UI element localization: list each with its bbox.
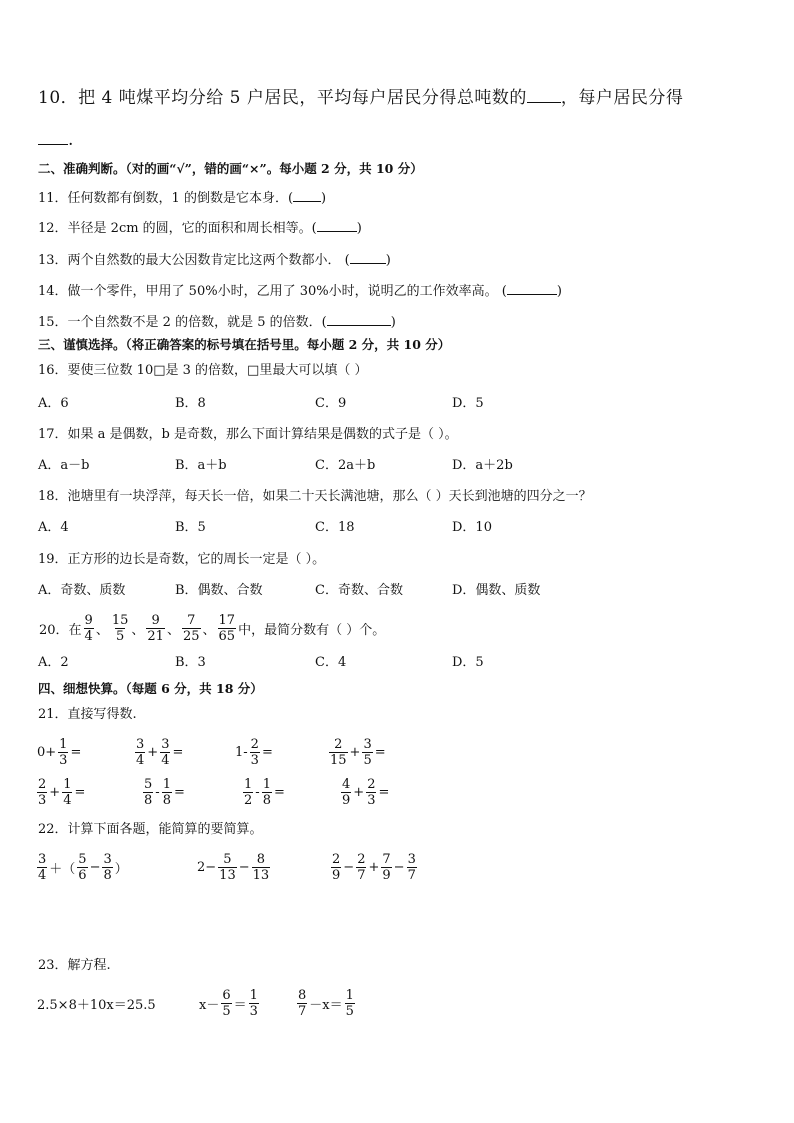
fraction: $\frac{17}{65}$ [218, 612, 236, 644]
equation-1: 2.5×8＋10x＝25.5 [37, 997, 156, 1013]
arith-item: $\frac{5}{8}$ - $\frac{1}{8}$ = [144, 776, 185, 808]
fraction: $\frac{15}{5}$ [111, 612, 129, 644]
option-c[interactable]: C．4 [315, 655, 347, 670]
question-11: 11．任何数都有倒数，1 的倒数是它本身．( ) [38, 187, 326, 208]
answer-blank[interactable] [317, 217, 357, 232]
arith-item: $\frac{4}{9}$ + $\frac{2}{3}$ = [342, 776, 390, 808]
question-22-title: 22．计算下面各题，能简算的要简算。 [38, 822, 263, 837]
question-14: 14．做一个零件，甲用了 50%小时，乙用了 30%小时，说明乙的工作效率高。 ( ) [38, 280, 562, 301]
arith-item: 1- $\frac{2}{3}$ = [235, 736, 273, 768]
arith-item: $\frac{1}{2}$ - $\frac{1}{8}$ = [244, 776, 285, 808]
option-a[interactable]: A．6 [38, 396, 69, 411]
question-10-text-c: . [68, 130, 74, 150]
option-c[interactable]: C．9 [315, 396, 347, 411]
option-c[interactable]: C．18 [315, 520, 355, 535]
answer-blank[interactable] [527, 88, 561, 103]
option-d[interactable]: D．偶数、质数 [452, 583, 541, 598]
option-b[interactable]: B．5 [175, 520, 206, 535]
option-a[interactable]: A．4 [38, 520, 69, 535]
answer-blank[interactable] [350, 249, 386, 264]
fraction: $\frac{7}{25}$ [182, 612, 200, 644]
question-12: 12．半径是 2cm 的圆，它的面积和周长相等。( ) [38, 217, 362, 238]
question-15: 15．一个自然数不是 2 的倍数，就是 5 的倍数．( ) [38, 311, 396, 332]
option-d[interactable]: D．a＋2b [452, 458, 513, 473]
option-a[interactable]: A．2 [38, 655, 69, 670]
option-b[interactable]: B．8 [175, 396, 206, 411]
option-d[interactable]: D．5 [452, 396, 484, 411]
arith-item: $\frac{2}{15}$ + $\frac{3}{5}$ = [330, 736, 386, 768]
question-20: 20．在 $\frac{9}{4}$ 、 $\frac{15}{5}$ 、 $\frac{9}{21}$ 、 $\frac{7}{25}$ 、 $\frac{17}{65}$ 中，最简分数有（ ）个。 [39, 612, 386, 644]
option-d[interactable]: D．10 [452, 520, 492, 535]
answer-blank[interactable] [293, 187, 321, 202]
option-d[interactable]: D．5 [452, 655, 484, 670]
question-10 [38, 88, 683, 107]
expression-2: 2− $\frac{5}{13}$ − $\frac{8}{13}$ [197, 851, 270, 883]
arith-item: $\frac{3}{4}$ + $\frac{3}{4}$ = [136, 736, 184, 768]
section-4-heading: 四、细想快算。（每题 6 分，共 18 分） [38, 681, 263, 696]
question-10-text-b: ，每户居民分得 [560, 88, 684, 108]
question-19: 19．正方形的边长是奇数，它的周长一定是（ ）。 [38, 552, 326, 567]
question-10-text-a: 10．把 4 吨煤平均分给 5 户居民，平均每户居民分得总吨数的 [38, 88, 527, 108]
expression-3: $\frac{2}{9}$ − $\frac{2}{7}$ + $\frac{7}{9}$ − $\frac{3}{7}$ [332, 851, 416, 883]
option-a[interactable]: A．奇数、质数 [38, 583, 126, 598]
equation-3: $\frac{8}{7}$ －x＝ $\frac{1}{5}$ [298, 987, 354, 1019]
option-b[interactable]: B．偶数、合数 [175, 583, 263, 598]
answer-blank[interactable] [507, 280, 557, 295]
arith-item: $\frac{2}{3}$ + $\frac{1}{4}$ = [38, 776, 86, 808]
question-21-title: 21．直接写得数. [38, 707, 137, 722]
answer-blank[interactable] [38, 130, 68, 145]
option-c[interactable]: C．奇数、合数 [315, 583, 403, 598]
equation-2: x－ $\frac{6}{5}$ ＝ $\frac{1}{3}$ [199, 987, 258, 1019]
question-18: 18．池塘里有一块浮萍，每天长一倍，如果二十天长满池塘，那么（ ）天长到池塘的四分之一？ [38, 489, 592, 504]
option-b[interactable]: B．a＋b [175, 458, 227, 473]
question-16: 16．要使三位数 10□是 3 的倍数，□里最大可以填（ ） [38, 363, 368, 378]
option-c[interactable]: C．2a＋b [315, 458, 376, 473]
section-3-heading: 三、谨慎选择。（将正确答案的标号填在括号里。每小题 2 分，共 10 分） [38, 337, 451, 352]
answer-blank[interactable] [327, 311, 391, 326]
question-23-title: 23．解方程. [38, 958, 111, 973]
option-b[interactable]: B．3 [175, 655, 206, 670]
fraction: $\frac{9}{4}$ [84, 612, 93, 644]
fraction: $\frac{9}{21}$ [147, 612, 164, 644]
option-a[interactable]: A．a－b [38, 458, 90, 473]
expression-1: $\frac{3}{4}$ ＋（ $\frac{5}{6}$ − $\frac{3}{8}$ ） [38, 851, 128, 883]
question-17: 17．如果 a 是偶数，b 是奇数，那么下面计算结果是偶数的式子是（ ）。 [38, 427, 458, 442]
section-2-heading: 二、准确判断。（对的画“√”，错的画“×”。每小题 2 分，共 10 分） [38, 161, 423, 176]
arith-item: 0+ $\frac{1}{3}$ = [37, 736, 82, 768]
question-10-continued [38, 130, 74, 149]
question-13: 13．两个自然数的最大公因数肯定比这两个数都小． ( ) [38, 249, 391, 270]
